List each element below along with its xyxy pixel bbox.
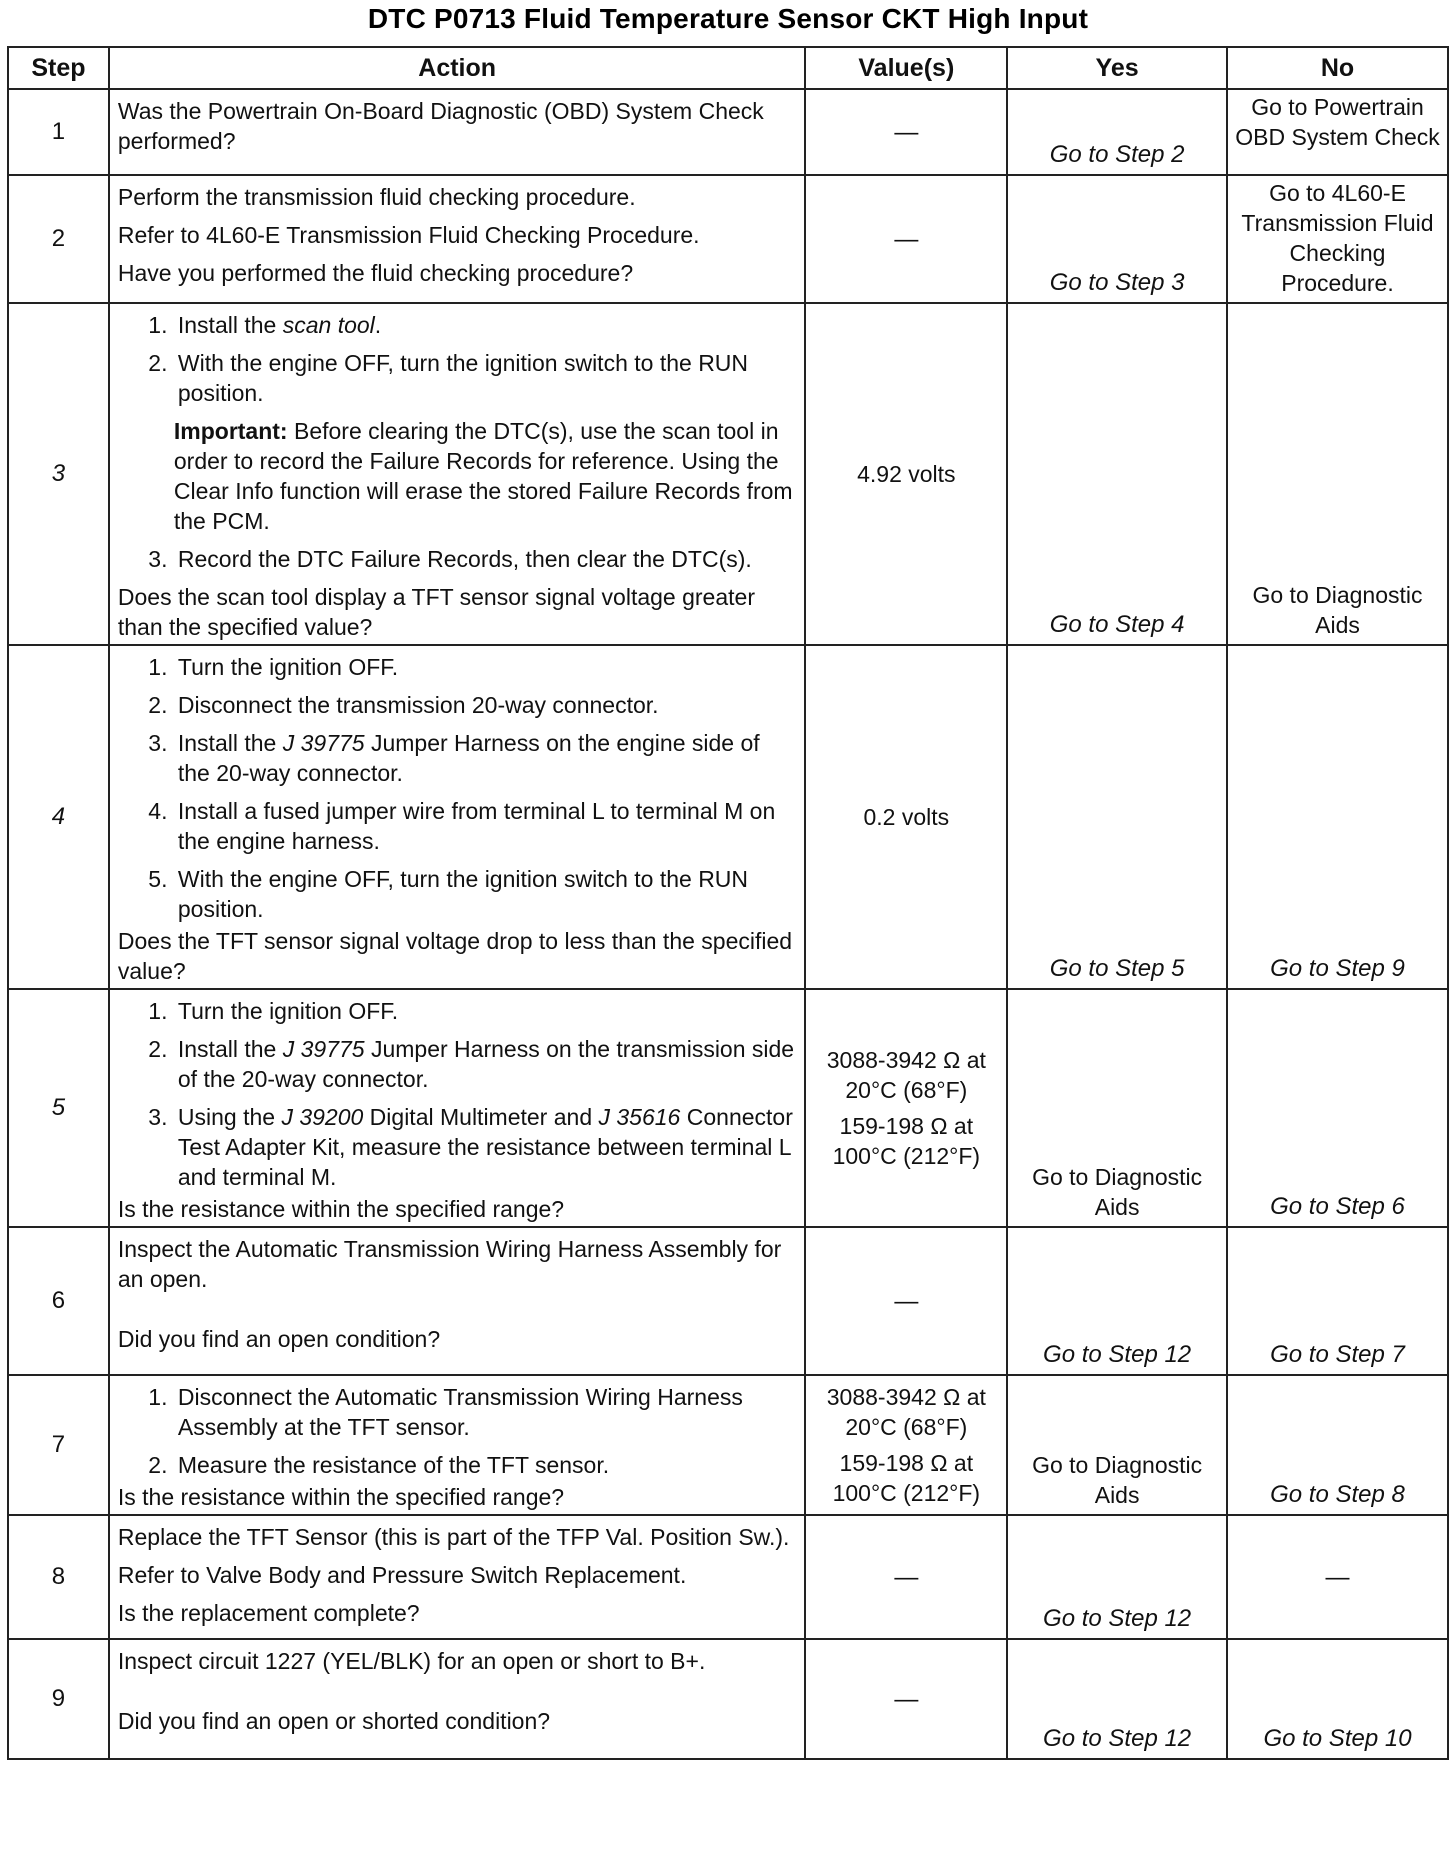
no-link[interactable]: Go to Step 9 (1270, 955, 1405, 982)
value-text: — (894, 1685, 919, 1713)
no-cell (1227, 1639, 1448, 1759)
value-cell (805, 1375, 1007, 1515)
no-link[interactable]: Go to Step 8 (1270, 1481, 1405, 1508)
no-text: — (1325, 1563, 1350, 1591)
table-row (8, 1375, 1448, 1515)
action-text: Perform the transmission fluid checking procedure. (117, 184, 636, 210)
yes-cell (1007, 89, 1227, 175)
action-text: Was the Powertrain On-Board Diagnostic (OBD) System Check performed? (117, 98, 764, 154)
value-text: 159-198 Ω at 100°C (212°F) (832, 1113, 981, 1169)
page-title: DTC P0713 Fluid Temperature Sensor CKT High Input (367, 3, 1089, 34)
value-text: 3088-3942 Ω at 20°C (68°F) (826, 1384, 986, 1440)
yes-cell (1007, 1375, 1227, 1515)
no-cell (1227, 1227, 1448, 1375)
substep: 2. Measure the resistance of the TFT sensor. (174, 1450, 797, 1480)
no-cell (1227, 1515, 1448, 1639)
substep-list (152, 310, 797, 408)
action-question: Is the resistance within the specified range? (117, 1484, 565, 1510)
step-number: 2 (8, 175, 109, 303)
header-yes: Yes (1007, 47, 1227, 89)
no-link[interactable]: Go to 4L60-E Transmission Fluid Checking Procedure. (1241, 180, 1434, 296)
action-question: Did you find an open condition? (117, 1326, 441, 1352)
action-question: Does the scan tool display a TFT sensor signal voltage greater than the specified value? (117, 584, 755, 640)
value-cell (805, 303, 1007, 645)
yes-cell (1007, 1515, 1227, 1639)
value-cell (805, 645, 1007, 989)
value-cell (805, 89, 1007, 175)
header-values: Value(s) (805, 47, 1007, 89)
no-cell (1227, 303, 1448, 645)
no-link[interactable]: Go to Diagnostic Aids (1252, 582, 1423, 638)
table-row (8, 1227, 1448, 1375)
step-number: 1 (8, 89, 109, 175)
action-question: Is the replacement complete? (117, 1600, 420, 1626)
no-cell (1227, 645, 1448, 989)
value-cell (805, 989, 1007, 1227)
diagnostic-table (7, 46, 1449, 1760)
table-row (8, 89, 1448, 175)
substep: 3. Install the J 39775 Jumper Harness on the engine side of the 20-way connector. (174, 728, 797, 788)
value-text: — (894, 118, 919, 146)
action-cell (109, 1227, 806, 1375)
step-number: 8 (8, 1515, 109, 1639)
no-cell (1227, 989, 1448, 1227)
no-cell (1227, 1375, 1448, 1515)
no-link[interactable]: Go to Step 6 (1270, 1193, 1405, 1220)
yes-link[interactable]: Go to Step 3 (1049, 269, 1185, 296)
action-cell (109, 89, 806, 175)
yes-link[interactable]: Go to Step 2 (1049, 141, 1185, 168)
value-text: 3088-3942 Ω at 20°C (68°F) (826, 1047, 986, 1103)
table-row (8, 1639, 1448, 1759)
step-number: 4 (8, 645, 109, 989)
no-link[interactable]: Go to Step 7 (1270, 1341, 1405, 1368)
value-text: — (894, 1287, 919, 1315)
action-cell (109, 1375, 806, 1515)
header-no: No (1227, 47, 1448, 89)
substep: 2. Install the J 39775 Jumper Harness on the transmission side of the 20-way connector. (174, 1034, 797, 1094)
value-text: 159-198 Ω at 100°C (212°F) (832, 1450, 981, 1506)
action-text: Refer to 4L60-E Transmission Fluid Checking Procedure. (117, 222, 700, 248)
action-text: Inspect circuit 1227 (YEL/BLK) for an open or short to B+. (117, 1648, 706, 1674)
substep: 4. Install a fused jumper wire from terminal L to terminal M on the engine harness. (174, 796, 797, 856)
step-number: 9 (8, 1639, 109, 1759)
substep: 2. Disconnect the transmission 20-way connector. (174, 690, 797, 720)
substep: 1. Disconnect the Automatic Transmission Wiring Harness Assembly at the TFT sensor. (174, 1382, 797, 1442)
value-cell (805, 1639, 1007, 1759)
substep: 3. Using the J 39200 Digital Multimeter and J 35616 Connector Test Adapter Kit, measure the resistance between terminal L and terminal M. (174, 1102, 797, 1192)
value-cell (805, 175, 1007, 303)
action-question: Is the resistance within the specified range? (117, 1196, 565, 1222)
table-row (8, 1515, 1448, 1639)
action-cell (109, 1639, 806, 1759)
yes-cell (1007, 1639, 1227, 1759)
action-cell (109, 1515, 806, 1639)
action-text: Refer to Valve Body and Pressure Switch Replacement. (117, 1562, 687, 1588)
value-text: 4.92 volts (857, 461, 956, 487)
step-number: 3 (8, 303, 109, 645)
header-action: Action (109, 47, 806, 89)
important-note (174, 416, 797, 536)
substep: 1. Turn the ignition OFF. (174, 652, 797, 682)
no-cell (1227, 89, 1448, 175)
table-row (8, 303, 1448, 645)
action-cell (109, 303, 806, 645)
step-number: 5 (8, 989, 109, 1227)
no-link[interactable]: Go to Step 10 (1263, 1725, 1412, 1752)
substep: 1. Turn the ignition OFF. (174, 996, 797, 1026)
action-question: Did you find an open or shorted condition? (117, 1708, 551, 1734)
yes-cell (1007, 989, 1227, 1227)
header-row (8, 47, 1448, 89)
action-cell (109, 175, 806, 303)
value-cell (805, 1227, 1007, 1375)
yes-cell (1007, 175, 1227, 303)
value-text: 0.2 volts (863, 804, 950, 830)
yes-link[interactable]: Go to Step 12 (1043, 1725, 1192, 1752)
action-cell (109, 989, 806, 1227)
substep-list (152, 544, 797, 574)
step-number: 7 (8, 1375, 109, 1515)
header-step: Step (8, 47, 109, 89)
yes-link[interactable]: Go to Step 12 (1043, 1341, 1192, 1368)
yes-link[interactable]: Go to Step 4 (1049, 611, 1185, 638)
important-text: Before clearing the DTC(s), use the scan tool in order to record the Failure Records for reference. Using the Clear Info function will erase the stored Failure Records from the PCM. (173, 418, 793, 534)
action-question: Does the TFT sensor signal voltage drop to less than the specified value? (117, 928, 793, 984)
substep: 5. With the engine OFF, turn the ignition switch to the RUN position. (174, 864, 797, 924)
yes-link[interactable]: Go to Step 12 (1043, 1605, 1192, 1632)
table-row (8, 989, 1448, 1227)
table-row (8, 645, 1448, 989)
substep: 3. Record the DTC Failure Records, then clear the DTC(s). (174, 544, 797, 574)
yes-cell (1007, 645, 1227, 989)
substep-list (152, 996, 797, 1192)
substep-list (152, 1382, 797, 1480)
action-text: Inspect the Automatic Transmission Wiring Harness Assembly for an open. (117, 1236, 782, 1292)
no-cell (1227, 175, 1448, 303)
yes-link[interactable]: Go to Step 5 (1049, 955, 1185, 982)
table-row (8, 175, 1448, 303)
no-link[interactable]: Go to Powertrain OBD System Check (1235, 94, 1440, 150)
yes-link[interactable]: Go to Diagnostic Aids (1032, 1164, 1203, 1220)
yes-link[interactable]: Go to Diagnostic Aids (1032, 1452, 1203, 1508)
yes-cell (1007, 1227, 1227, 1375)
value-cell (805, 1515, 1007, 1639)
action-question: Have you performed the fluid checking procedure? (117, 260, 634, 286)
value-text: — (894, 225, 919, 253)
substep: 1. Install the scan tool. (174, 310, 797, 340)
value-text: — (894, 1563, 919, 1591)
important-label: Important: (173, 418, 288, 444)
substep: 2. With the engine OFF, turn the ignition switch to the RUN position. (174, 348, 797, 408)
step-number: 6 (8, 1227, 109, 1375)
substep-list (152, 652, 797, 924)
yes-cell (1007, 303, 1227, 645)
action-text: Replace the TFT Sensor (this is part of the TFP Val. Position Sw.). (117, 1524, 790, 1550)
action-cell (109, 645, 806, 989)
